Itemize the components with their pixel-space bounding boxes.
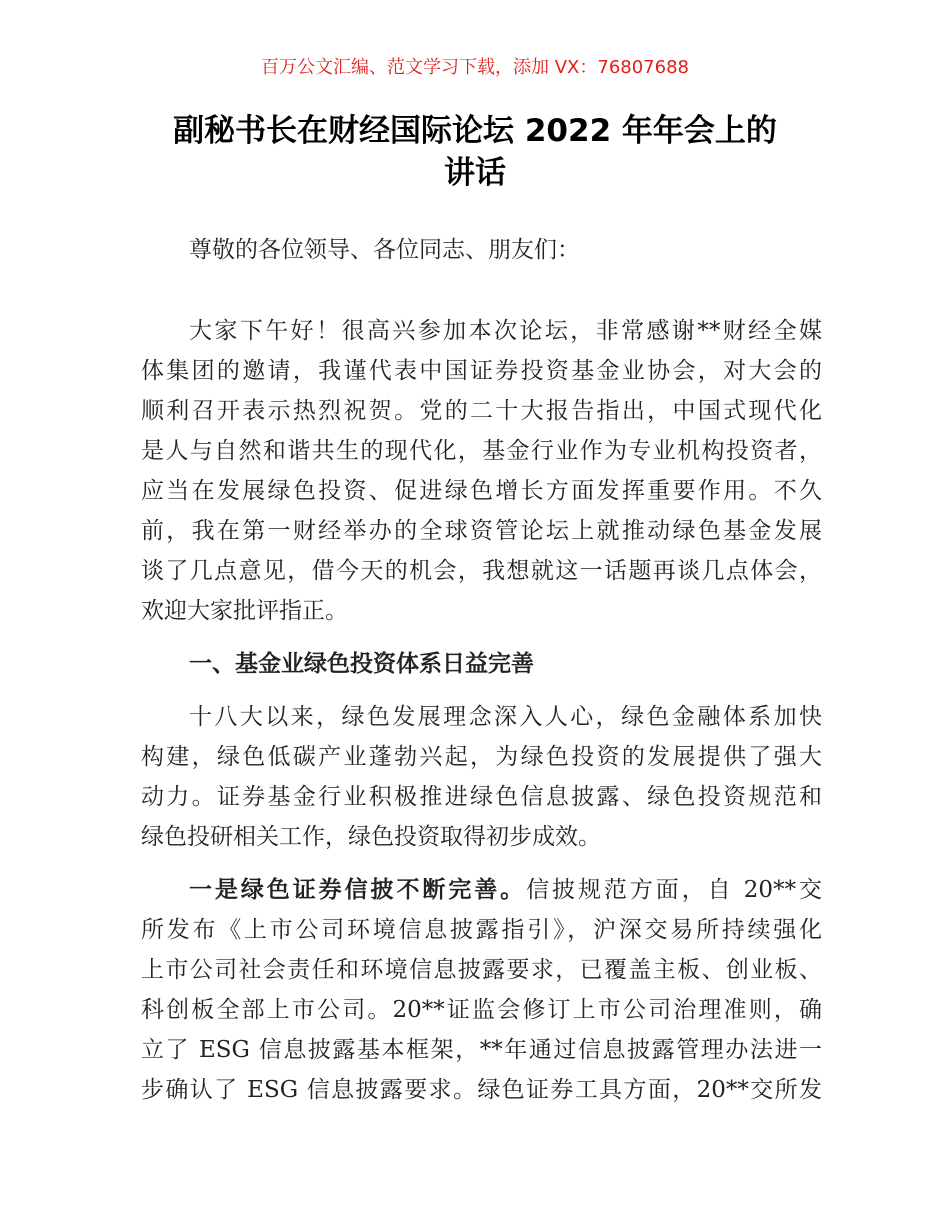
text-line: 谈了几点意见，借今天的机会，我想就这一话题再谈几点体会，	[141, 558, 822, 584]
text-line: 动力。证券基金行业积极推进绿色信息披露、绿色投资规范和	[141, 784, 822, 810]
greeting-paragraph	[141, 230, 822, 270]
paragraph-opening	[141, 311, 822, 631]
document-title	[120, 110, 830, 194]
text-line: 步确认了 ESG 信息披露要求。绿色证券工具方面，20**交所发	[141, 1077, 822, 1103]
title-line-1: 副秘书长在财经国际论坛 2022 年年会上的	[173, 113, 777, 149]
text-line: 所发布《上市公司环境信息披露指引》，沪深交易所持续强化	[141, 917, 822, 943]
text-line: 欢迎大家批评指正。	[141, 598, 348, 624]
document-body	[141, 230, 822, 1123]
text-line: 大家下午好！很高兴参加本次论坛，非常感谢**财经全媒	[189, 318, 822, 344]
text-line: 科创板全部上市公司。20**证监会修订上市公司治理准则，确	[141, 997, 822, 1023]
text-line: 体集团的邀请，我谨代表中国证券投资基金业协会，对大会的	[141, 358, 822, 384]
text-line: 前，我在第一财经举办的全球资管论坛上就推动绿色基金发展	[141, 518, 822, 544]
section-heading-paragraph	[141, 644, 822, 684]
text-line: 应当在发展绿色投资、促进绿色增长方面发挥重要作用。不久	[141, 478, 822, 504]
text-line: 是人与自然和谐共生的现代化，基金行业作为专业机构投资者，	[141, 438, 822, 464]
section-heading: 一、基金业绿色投资体系日益完善	[189, 651, 534, 677]
text-line: 绿色投研相关工作，绿色投资取得初步成效。	[141, 824, 601, 850]
paragraph-disclosure	[141, 870, 822, 1110]
text-line: 顺利召开表示热烈祝贺。党的二十大报告指出，中国式现代化	[141, 398, 822, 424]
greeting: 尊敬的各位领导、各位同志、朋友们：	[189, 237, 580, 263]
paragraph-background	[141, 697, 822, 857]
bold-lead: 一是绿色证券信披不断完善。	[189, 877, 527, 903]
text-line	[141, 870, 822, 910]
text-line: 上市公司社会责任和环境信息披露要求，已覆盖主板、创业板、	[141, 957, 822, 983]
title-line-2: 讲话	[444, 155, 506, 191]
text-line: 十八大以来，绿色发展理念深入人心，绿色金融体系加快	[189, 704, 822, 730]
watermark-banner: 百万公文汇编、范文学习下载，添加 VX：76807688	[261, 57, 689, 78]
text-line: 立了 ESG 信息披露基本框架，**年通过信息披露管理办法进一	[141, 1037, 822, 1063]
text-line: 构建，绿色低碳产业蓬勃兴起，为绿色投资的发展提供了强大	[141, 744, 822, 770]
text-span: 信披规范方面，自 20**交	[526, 877, 823, 903]
